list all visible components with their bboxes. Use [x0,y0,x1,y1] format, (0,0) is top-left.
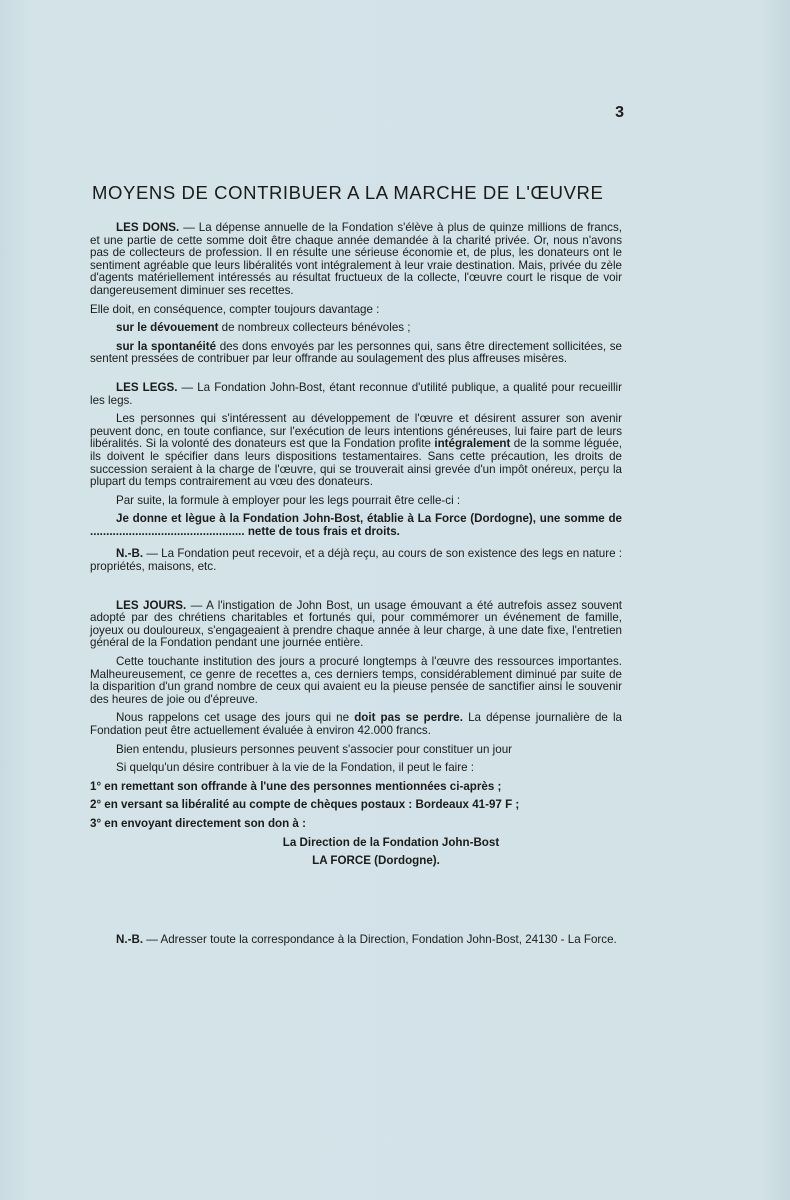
dons-heading: LES DONS. [116,221,180,234]
page-number: 3 [615,104,624,121]
legs-formule [90,513,622,538]
spontaneite-bold: sur la spontanéité [116,339,217,353]
formule-dots: ................................................ [90,524,245,538]
document-body [90,222,622,952]
rappel-b: La dépense journalière de la Fondation peut être actuellement évaluée à environ 42.000 francs. [90,711,622,737]
legs-heading: LES LEGS. [116,380,178,394]
legs-formule-intro: Par suite, la formule à employer pour les legs pourrait être celle-ci : [116,493,461,507]
dons-text: — La dépense annuelle de la Fondation s'élève à plus de quinze millions de francs, et une partie de cette somme doit être chaque année demandée à la charité privée. Or, nous n'avons pas de collecteurs de profession. Il en résulte une sérieuse économie et, de plus, les donateurs ont le sentiment agréable que leurs libéralités vont intégralement à leur vraie destination. Mais, privée du zèle d'agents matériellement intéressés au résultat fructueux de la collecte, l'œuvre court le risque de voir dangereusement diminuer ses recettes. [90,221,622,297]
legs-p2-a: Les personnes qui s'intéressent au développement de l'œuvre et désirent assurer son avenir peuvent donc, en toute confiance, sur l'exécution de leurs intentions généreuses, lui faire part de leurs libéralités. Si la volonté des donateurs est que la Fondation profite [90,412,622,451]
legs-personnes [90,413,622,489]
jours-institution: Cette touchante institution des jours a procuré longtemps à l'œuvre des ressources importantes. Malheureusement, ce genre de recettes a, ces derniers temps, considérablement diminué par suite de la disparition d'un grand nombre de ceux qui avaient eu la pieuse pensée de sanctifier ainsi le souvenir des heures de joie ou d'épreuve. [90,655,622,706]
footer-nb [90,934,622,947]
legs-paragraph [90,382,622,407]
jours-heading: LES JOURS. [116,598,187,612]
legs-text: — La Fondation John-Bost, étant reconnue d'utilité publique, a qualité pour recueillir les legs. [90,380,622,407]
legs-p2-bold: intégralement [434,437,511,451]
jours-rappel [90,712,622,737]
address-line-1 [90,837,622,850]
jours-contribuer: Si quelqu'un désire contribuer à la vie de la Fondation, il peut le faire : [116,761,474,775]
jours-paragraph [90,600,622,650]
jours-text: — A l'instigation de John Bost, un usage émouvant a été autrefois assez souvent adopté par des chrétiens charitables et fortunés qui, pour commémorer un événement de famille, joyeux ou douloureux, s'engageaient à prendre chaque année à leur charge, à une date fixe, l'entretien général de la Fondation pendant une journée entière. [90,598,623,650]
legs-p2-b: de la somme léguée, ils doivent le spécifier dans leurs dispositions testamentaires. Sans cette précaution, les droits de succession seraient à la charge de l'œuvre, qui se trouverait ainsi grevée d'un impôt onéreux, perçu la plupart du temps contrairement au vœu des donateurs. [90,437,622,489]
address-1-text: La Direction de la Fondation John-Bost [282,835,500,849]
rappel-a: Nous rappelons cet usage des jours qui ne [116,711,355,725]
item-3-text: 3° en envoyant directement son don à : [90,816,306,830]
devouement-text: de nombreux collecteurs bénévoles ; [218,321,411,335]
contribution-item-1 [90,781,622,794]
item-2-text: 2° en versant sa libéralité au compte de chèques postaux : Bordeaux 41-97 F ; [90,798,520,812]
legs-nb-heading: N.-B. [116,547,144,561]
contribution-item-2 [90,799,622,812]
address-line-2 [90,855,622,868]
jours-associer: Bien entendu, plusieurs personnes peuvent s'associer pour constituer un jour [116,742,512,756]
legs-nb [90,548,622,573]
item-1-text: 1° en remettant son offrande à l'une des personnes mentionnées ci-après ; [90,779,502,793]
dons-devouement [90,322,622,335]
dons-paragraph [90,222,622,298]
dons-consequence: Elle doit, en conséquence, compter toujours davantage : [90,302,380,316]
page-title: MOYENS DE CONTRIBUER A LA MARCHE DE L'ŒUVRE [92,182,604,203]
contribution-item-3 [90,818,622,831]
formule-bold-b: nette de tous frais et droits. [244,524,400,538]
footer-nb-heading: N.-B. [116,932,144,946]
formule-bold-a: Je donne et lègue à la Fondation John-Bost, établie à La Force (Dordogne), une somme de [116,512,622,526]
address-2-text: LA FORCE (Dordogne). [312,854,440,868]
rappel-bold: doit pas se perdre. [354,711,463,725]
devouement-bold: sur le dévouement [116,321,219,335]
dons-spontaneite [90,341,622,366]
footer-nb-text: — Adresser toute la correspondance à la Direction, Fondation John-Bost, 24130 - La Force. [143,932,617,946]
legs-nb-text: — La Fondation peut recevoir, et a déjà reçu, au cours de son existence des legs en nature : propriétés, maisons, etc. [90,547,622,574]
spontaneite-text: des dons envoyés par les personnes qui, sans être directement sollicitées, se sentent pressées de contribuer par leur offrande au soulagement des plus affreuses misères. [90,339,622,366]
